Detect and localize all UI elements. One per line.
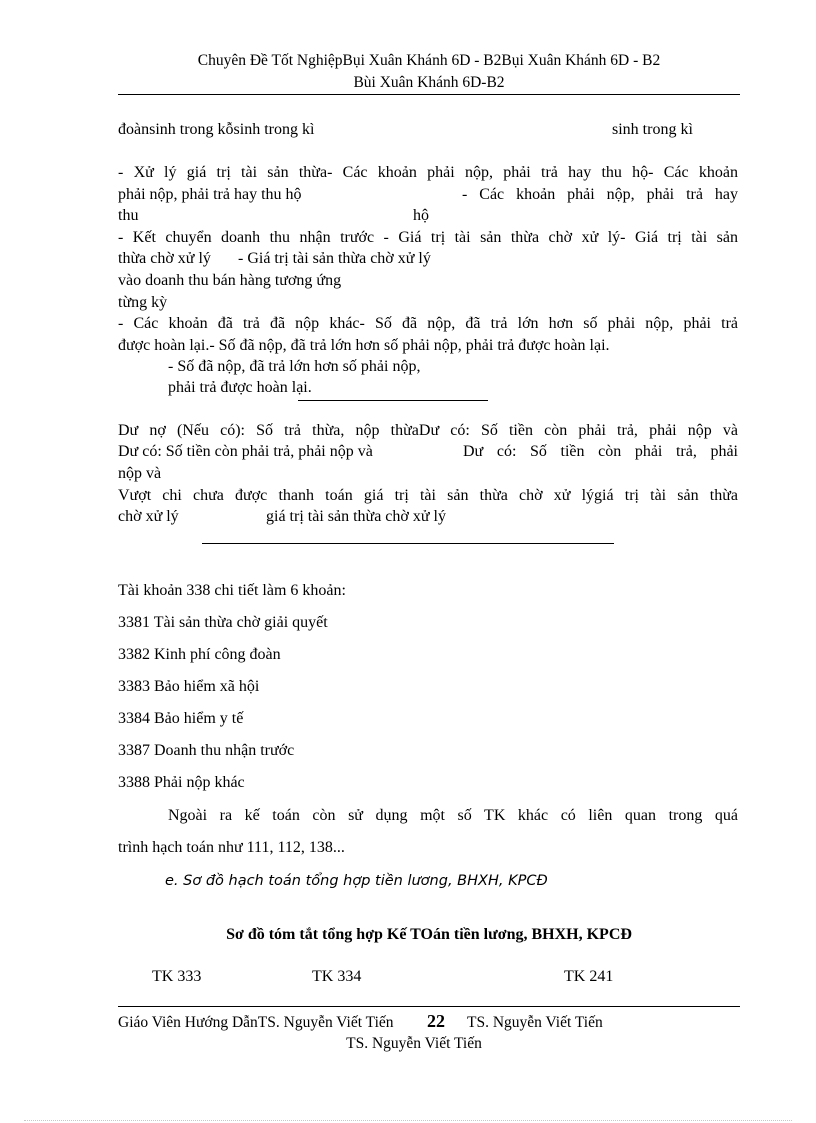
debit-item-2-line-1: - Kết chuyển doanh thu nhận trước - Giá trị tài sản thừa chờ xử lý- Giá trị tài sản (118, 229, 738, 246)
debit-item-3-line-3: - Số đã nộp, đã trả lớn hơn số phải nộp, (168, 358, 421, 375)
account-item: 3388 Phải nộp khác (118, 774, 245, 791)
debit-item-2-line-4: từng kỳ (118, 294, 168, 311)
row-1-right: sinh trong kì (612, 121, 693, 138)
row-1-left: đoànsinh trong kỗsinh trong kì (118, 121, 315, 138)
page-number: 22 (427, 1011, 445, 1031)
account-long-rule (202, 543, 614, 544)
account-item: 3387 Doanh thu nhận trước (118, 742, 295, 759)
tk-241-label: TK 241 (564, 968, 614, 985)
overspend-line-2a: chờ xử lý (118, 508, 179, 525)
balance-line-2a: Dư có: Số tiền còn phải trả, phải nộp và (118, 443, 373, 460)
footer-line-1b: TS. Nguyễn Viết Tiến (467, 1014, 603, 1031)
footer-rule (118, 1006, 740, 1007)
debit-item-2-line-3: vào doanh thu bán hàng tương ứng (118, 272, 342, 289)
diagram-title: Sơ đồ tóm tắt tổng hợp Kế TOán tiền lương, BHXH, KPCĐ (226, 926, 632, 943)
header-line-1: Chuyên Đề Tốt NghiệpBụi Xuân Khánh 6D - B2Bụi Xuân Khánh 6D - B2 (197, 52, 661, 69)
footer-line-2: TS. Nguyễn Viết Tiến (346, 1035, 482, 1052)
account-item: 3384 Bảo hiểm y tế (118, 710, 244, 727)
debit-item-1-line-3a: thu (118, 207, 139, 224)
overspend-line-1: Vượt chi chưa được thanh toán giá trị tài sản thừa chờ xử lýgiá trị tài sản thừa (118, 487, 738, 504)
page-bottom-dotted-line (24, 1120, 792, 1121)
tk-334-label: TK 334 (312, 968, 362, 985)
balance-line-1: Dư nợ (Nếu có): Số trả thừa, nộp thừaDư có: Số tiền còn phải trả, phải nộp và (118, 422, 738, 439)
debit-item-1-line-2b: - Các khoản phải nộp, phải trả hay (462, 186, 738, 203)
paragraph-line-2: trình hạch toán như 111, 112, 138... (118, 839, 345, 856)
header-rule (118, 94, 740, 95)
paragraph-line-1: Ngoài ra kế toán còn sử dụng một số TK khác có liên quan trong quá (168, 807, 738, 824)
body-intro: Tài khoản 338 chi tiết làm 6 khoản: (118, 582, 346, 599)
section-heading: e. Sơ đồ hạch toán tổng hợp tiền lương, BHXH, KPCĐ (165, 873, 548, 889)
debit-item-1-line-3b: hộ (413, 207, 429, 224)
debit-item-3-line-1: - Các khoản đã trả đã nộp khác- Số đã nộp, đã trả lớn hơn số phải nộp, phải trả (118, 315, 738, 332)
debit-item-2-line-2a: thừa chờ xử lý (118, 250, 211, 267)
tk-333-label: TK 333 (152, 968, 202, 985)
account-short-rule (298, 400, 488, 401)
debit-item-2-line-2b: - Giá trị tài sản thừa chờ xử lý (238, 250, 431, 267)
account-item: 3383 Bảo hiểm xã hội (118, 678, 260, 695)
debit-item-3-line-4: phải trả được hoàn lại. (168, 379, 312, 396)
footer-line-1a: Giáo Viên Hướng DẫnTS. Nguyễn Viết Tiến (118, 1014, 394, 1031)
account-item: 3381 Tài sản thừa chờ giải quyết (118, 614, 328, 631)
balance-line-3: nộp và (118, 465, 162, 482)
debit-item-1-line-1: - Xử lý giá trị tài sản thừa- Các khoản phải nộp, phải trả hay thu hộ- Các khoản (118, 164, 738, 181)
debit-item-3-line-2: được hoàn lại.- Số đã nộp, đã trả lớn hơn số phải nộp, phải trả được hoàn lại. (118, 337, 610, 354)
overspend-line-2b: giá trị tài sản thừa chờ xử lý (266, 508, 446, 525)
header-line-2: Bùi Xuân Khánh 6D-B2 (353, 74, 505, 91)
account-item: 3382 Kinh phí công đoàn (118, 646, 281, 663)
debit-item-1-line-2a: phải nộp, phải trả hay thu hộ (118, 186, 302, 203)
balance-line-2b: Dư có: Số tiền còn phải trả, phải (463, 443, 738, 460)
